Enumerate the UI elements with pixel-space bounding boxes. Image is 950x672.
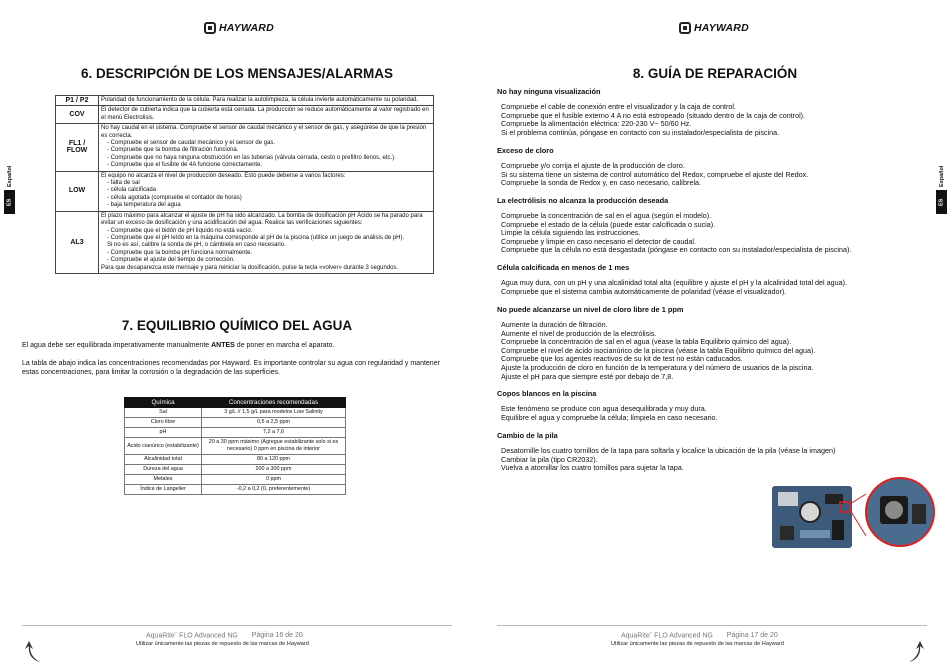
repair-section — [497, 146, 937, 188]
chem-name: Alcalinidad total — [125, 455, 202, 465]
repair-step: Ajuste el pH para que siempre esté por debajo de 7,8. — [501, 371, 674, 381]
footer-reg-mark: + — [174, 630, 178, 635]
chem-row — [125, 455, 346, 465]
repair-heading: No puede alcanzarse un nivel de cloro libre de 1 ppm — [497, 305, 684, 314]
alarm-row — [56, 124, 434, 171]
chem-name: Índice de Langelier — [125, 485, 202, 495]
hayward-logo-right — [679, 22, 749, 34]
repair-steps — [497, 447, 937, 473]
repair-step: Compruebe que el fusible externo 4 A no está estropeado (situado dentro de la caja de control). — [501, 110, 806, 120]
language-tab-right — [936, 162, 947, 214]
repair-step: Equilibre el agua y compruebe la célula; límpiela en caso necesario. — [501, 412, 718, 422]
alarm-reset-note: Para que desaparezca este mensaje y para reiniciar la dosificación, pulse la tecla «volver» durante 3 segundos. — [101, 264, 399, 271]
chem-row — [125, 428, 346, 438]
chem-row — [125, 475, 346, 485]
footer-note: Utilizar únicamente las piezas de repuesto de las marcas de Hayward — [136, 641, 309, 647]
footer-page-number: Página 17 de 20 — [726, 632, 778, 640]
language-label: Español — [938, 165, 945, 187]
alarm-check-item: - Compruebe que el pH leído en la máquina corresponde al pH de la piscina (utilice un juego de análisis de pH). — [107, 234, 405, 241]
alarm-check-item: - Compruebe que el bidón de pH líquido no está vacío. — [107, 227, 253, 234]
hayward-logo-icon — [679, 22, 691, 34]
repair-step: Aumente la duración de filtración. — [501, 320, 608, 329]
repair-step: Desatornille los cuatro tornillos de la tapa para soltarla y localice la ubicación de la pila (véase la imagen) — [501, 446, 836, 455]
alarm-check-item: - Compruebe el sensor de caudal mecánico y el sensor de gas. — [107, 140, 276, 147]
alarm-description — [99, 124, 434, 171]
repair-step: Vuelva a atornillar los cuatro tornillos para sujetar la tapa. — [501, 463, 684, 473]
repair-steps — [497, 321, 937, 381]
alarm-code: LOW — [56, 171, 99, 211]
repair-steps — [497, 405, 937, 422]
footer-title — [621, 630, 778, 639]
repair-heading: La electrólisis no alcanza la producción deseada — [497, 196, 669, 205]
chem-header-chemistry: Química — [125, 398, 202, 408]
repair-step: Limpie la célula siguiendo las instrucciones. — [501, 228, 641, 238]
balance-intro — [22, 341, 442, 350]
section-6-title: 6. DESCRIPCIÓN DE LOS MENSAJES/ALARMAS — [80, 66, 394, 81]
repair-step: Compruebe que los agentes reactivos de su kit de test no están caducados. — [501, 354, 743, 364]
repair-step: Cambiar la pila (tipo CR2032). — [501, 454, 598, 464]
chem-row — [125, 485, 346, 495]
alarm-description-line: Polaridad de funcionamiento de la célula. Para realizar la autolimpieza, la célula invierte automáticamente su polaridad. — [101, 97, 419, 103]
alarm-check-item: - Compruebe que la bomba pH funciona normalmente. — [107, 249, 253, 256]
alarm-check-item: - Compruebe que el fusible de 4A funcione correctamente. — [107, 162, 263, 169]
repair-step: Compruebe la sonda de Redox y, en caso necesario, calíbrela. — [501, 178, 702, 188]
repair-step: Aumente el nivel de producción de la electrólisis. — [501, 328, 657, 338]
hayward-logo-icon — [204, 22, 216, 34]
repair-step: Compruebe y/o corrija el ajuste de la producción de cloro. — [501, 161, 685, 170]
repair-step: Compruebe el cable de conexión entre el visualizador y la caja de control. — [501, 102, 736, 111]
alarm-description-line: El plazo máximo para alcanzar el ajuste de pH ha sido alcanzado. La bomba de dosificación pH Ácido se ha parado para evitar un exceso de dosificación y una acidificación del agua. Realice las verificaciones siguientes: — [101, 212, 423, 227]
alarm-row — [56, 96, 434, 106]
repair-step: Si su sistema tiene un sistema de control automático del Redox, compruebe el ajuste del Redox. — [501, 169, 809, 179]
repair-heading: Copos blancos en la piscina — [497, 389, 597, 398]
chem-row — [125, 408, 346, 418]
chem-row — [125, 438, 346, 455]
footer-divider — [497, 625, 927, 626]
chem-name: Sal — [125, 408, 202, 418]
repair-step: Ajuste la producción de cloro en función de la temperatura y del número de usuarios de la piscina. — [501, 362, 814, 372]
repair-section — [497, 431, 937, 473]
alarm-check-item: - célula agotada (compruebe el contador de horas) — [107, 194, 242, 201]
repair-steps — [497, 103, 937, 137]
alarm-check-item: - Compruebe el ajuste del tiempo de corrección. — [107, 257, 235, 264]
language-code: ES — [936, 190, 947, 214]
repair-heading: Célula calcificada en menos de 1 mes — [497, 263, 630, 272]
repair-step: Compruebe que el sistema cambia automáticamente de polaridad (véase el visualizador). — [501, 286, 787, 296]
repair-section — [497, 196, 937, 255]
repair-step: Compruebe el estado de la célula (puede estar calcificada o sucia). — [501, 219, 716, 229]
chem-name: Ácido cianúrico (estabilizante) — [125, 438, 202, 455]
alarm-check-item: - Compruebe que la bomba de filtración funciona. — [107, 147, 239, 154]
footer-note: Utilizar únicamente las piezas de repuesto de las marcas de Hayward — [611, 641, 784, 647]
balance-description: La tabla de abajo indica las concentraciones recomendadas por Hayward. Es importante controlar su agua con regularidad y mantener estas concentraciones, para limitar la corrosión o la degradación de las superficies. — [22, 360, 440, 376]
language-tab-left — [4, 162, 15, 214]
alarm-code: FL1 / FLOW — [56, 124, 99, 171]
alarm-description — [99, 96, 434, 106]
repair-steps — [497, 162, 937, 188]
balance-intro-text-end: de poner en marcha el aparato. — [234, 342, 335, 349]
alarm-row — [56, 211, 434, 273]
repair-heading: Cambio de la pila — [497, 431, 558, 440]
repair-steps — [497, 212, 937, 255]
chem-name: Dureza del agua — [125, 465, 202, 475]
alarm-description — [99, 211, 434, 273]
repair-step: Compruebe la concentración de sal en el agua (véase la tabla Equilibrio químico del agua). — [501, 337, 792, 347]
alarm-check-item: - Compruebe que no haya ninguna obstrucción en las tuberías (válvula cerrada, cesto o prefiltro llenos, etc.). — [107, 154, 396, 161]
footer-product-suffix: FLO Advanced NG — [652, 632, 713, 640]
hayward-logo — [204, 22, 274, 34]
repair-step: Compruebe que la célula no está desgastada (póngase en contacto con su instalador/especialista de piscina). — [501, 245, 852, 255]
repair-heading: Exceso de cloro — [497, 146, 554, 155]
section-8-title: 8. GUÍA DE REPARACIÓN — [632, 66, 798, 81]
right-page — [475, 0, 950, 672]
alarm-description — [99, 171, 434, 211]
alarm-description-line: El detector de cubierta indica que la cubierta está cerrada. La producción se reduce automáticamente al valor registrado en el menú Electrolisis. — [101, 107, 429, 121]
chem-name: Metales — [125, 475, 202, 485]
alarm-row — [56, 106, 434, 124]
repair-step: Compruebe y limpie en caso necesario el detector de caudal. — [501, 236, 696, 246]
chem-value: 80 a 120 ppm — [202, 455, 346, 465]
language-code: ES — [4, 190, 15, 214]
chem-name: Cloro libre — [125, 418, 202, 428]
footer-product-suffix: FLO Advanced NG — [177, 632, 238, 640]
chem-value: 200 a 300 ppm — [202, 465, 346, 475]
footer-divider — [22, 625, 452, 626]
chem-value: 0,5 a 2,5 ppm — [202, 418, 346, 428]
alarm-description-line: No hay caudal en el sistema. Compruebe el sensor de caudal mecánico y el sensor de gas, y asegúrese de que la presión es correcta. — [101, 125, 427, 139]
repair-section — [497, 305, 937, 381]
chem-row — [125, 465, 346, 475]
alarm-description — [99, 106, 434, 124]
alarm-code: COV — [56, 106, 99, 124]
chem-value: -0,2 a 0,2 (0, preferentemente) — [202, 485, 346, 495]
brand-name: HAYWARD — [694, 22, 749, 34]
repair-steps — [497, 279, 937, 296]
alarm-code: AL3 — [56, 211, 99, 273]
chem-row — [125, 418, 346, 428]
repair-step: Compruebe la alimentación eléctrica: 220-230 V~ 50/60 Hz. — [501, 119, 692, 129]
alarm-check-item: Si no es así, calibre la sonda de pH, o cámbiela en caso necesario. — [107, 242, 286, 249]
repair-section — [497, 389, 937, 422]
footer-product: AquaRite — [621, 632, 650, 640]
chem-value: 20 a 30 ppm máximo (Agregue estabilizante solo si es necesario) 0 ppm en piscina de interior — [202, 438, 346, 455]
repair-step: Compruebe el nivel de ácido isocianúrico de la piscina (véase la tabla Equilibrio químico del agua). — [501, 345, 816, 355]
control-board-image — [770, 474, 940, 554]
brand-name: HAYWARD — [219, 22, 274, 34]
repair-step: Si el problema continúa, póngase en contacto con su instalador/especialista de piscina. — [501, 127, 780, 137]
chem-value: 3 g/L // 1,5 g/L para modelos Low Salinity — [202, 408, 346, 418]
repair-heading: No hay ninguna visualización — [497, 87, 601, 96]
repair-step: Agua muy dura, con un pH y una alcalinidad total alta (equilibre y ajuste el pH y la alcalinidad total del agua). — [501, 278, 848, 287]
repair-section — [497, 263, 937, 296]
chem-value: 0 ppm — [202, 475, 346, 485]
balance-intro-emphasis: ANTES — [211, 342, 235, 349]
alarm-table — [55, 95, 434, 274]
previous-page-arrow-icon[interactable] — [20, 640, 44, 669]
section-7-title: 7. EQUILIBRIO QUÍMICO DEL AGUA — [121, 318, 353, 333]
repair-step: Compruebe la concentración de sal en el agua (según el modelo). — [501, 211, 712, 220]
chemistry-table — [124, 397, 346, 495]
repair-step: Este fenómeno se produce con agua desequilibrada y muy dura. — [501, 404, 707, 413]
footer-reg-mark: + — [649, 630, 653, 635]
balance-intro-text: El agua debe ser equilibrada imperativamente manualmente — [22, 342, 212, 349]
chem-name: pH — [125, 428, 202, 438]
language-label: Español — [6, 165, 13, 187]
chem-value: 7,2 a 7,6 — [202, 428, 346, 438]
alarm-check-item: - baja temperatura del agua — [107, 202, 181, 209]
alarm-code: P1 / P2 — [56, 96, 99, 106]
alarm-check-item: - célula calcificada — [107, 187, 157, 194]
alarm-check-item: - falta de sal — [107, 180, 140, 187]
next-page-arrow-icon[interactable] — [905, 640, 929, 669]
alarm-description-line: El equipo no alcanza el nivel de producción deseado. Esto puede deberse a varios factores: — [101, 172, 346, 179]
footer-product: AquaRite — [146, 632, 175, 640]
chem-header-concentration: Concentraciones recomendadas — [202, 398, 346, 408]
footer-page-number: Página 16 de 20 — [251, 632, 303, 640]
repair-section — [497, 87, 937, 137]
alarm-row — [56, 171, 434, 211]
footer-title — [146, 630, 303, 639]
